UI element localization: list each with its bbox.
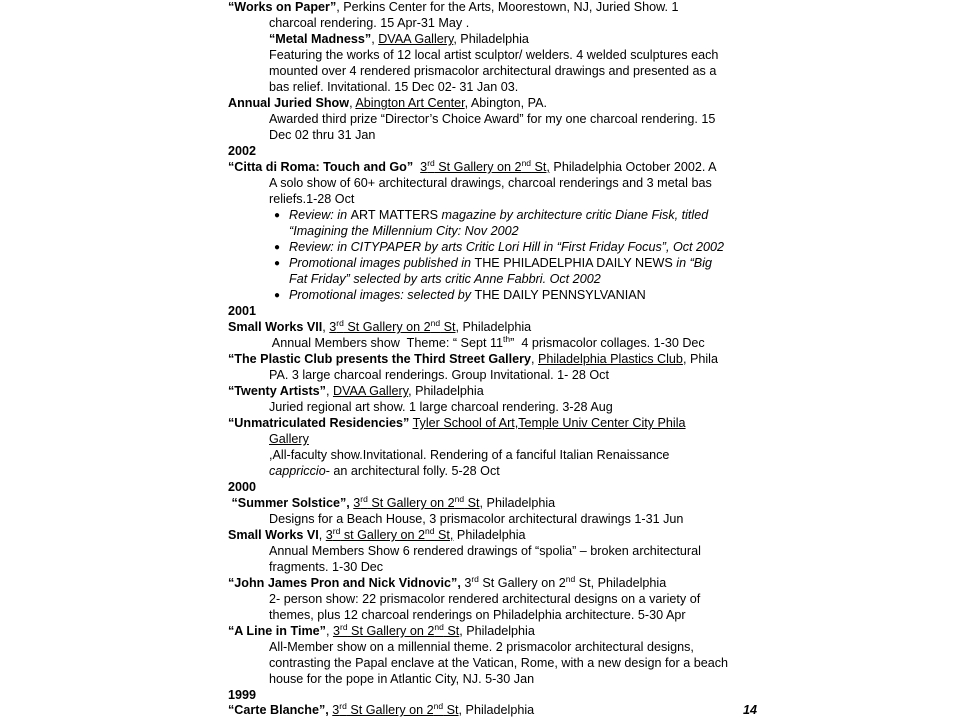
venue-link[interactable]: Gallery	[269, 432, 309, 446]
venue-text: 3	[332, 703, 340, 717]
promo-bullet	[289, 288, 646, 304]
entry-summer-solstice	[228, 496, 555, 512]
bullet-text	[289, 272, 601, 288]
venue-text: 3	[420, 160, 428, 174]
exhibition-location: Philadelphia	[483, 496, 556, 510]
exhibition-description: Annual Members Show 6 rendered drawings of “spolia” – broken architectural	[269, 544, 701, 558]
separator: ,	[371, 32, 379, 46]
exhibition-description	[269, 464, 500, 480]
bullet-text: Fat Friday” selected by arts critic Anne Fabbri. Oct 2002	[289, 272, 601, 286]
exhibition-title: “Citta di Roma: Touch and Go”	[228, 160, 414, 174]
venue-text: St Gallery on 2	[343, 320, 431, 334]
exhibition-description: house for the pope in Atlantic City, NJ. 5-30 Jan	[269, 672, 535, 686]
venue-text: 3	[325, 528, 333, 542]
venue-link[interactable]	[333, 624, 459, 638]
ordinal-suffix: th	[503, 334, 511, 344]
description-text: - an architectural folly. 5-28 Oct	[325, 464, 500, 478]
venue-link[interactable]	[353, 496, 483, 510]
exhibition-location: , Philadelphia	[408, 384, 484, 398]
exhibition-title: “Metal Madness”	[269, 32, 372, 46]
exhibition-description: mounted over 4 rendered prismacolor architectural drawings and presented as a	[269, 64, 717, 78]
entry-annual-juried-show	[228, 96, 547, 112]
entry-works-on-paper	[228, 0, 679, 16]
venue-link[interactable]: Abington Art Center	[355, 96, 465, 110]
exhibition-description: fragments. 1-30 Dec	[269, 560, 384, 574]
exhibition-title: “Works on Paper”	[228, 0, 337, 14]
exhibition-description: All-Member show on a millennial theme. 2 prismacolor architectural designs,	[269, 640, 694, 654]
bullet-text: Promotional images published in	[289, 256, 475, 270]
venue-text: St Gallery on 2	[478, 576, 566, 590]
venue-link[interactable]: Philadelphia Plastics Club	[538, 352, 683, 366]
venue-text: 3	[460, 576, 472, 590]
exhibition-location: , Philadelphia	[459, 624, 535, 638]
entry-pron-vidnovic	[228, 576, 666, 592]
bullet-icon: ●	[274, 210, 281, 221]
bullet-icon: ●	[274, 258, 281, 269]
ordinal-suffix: nd	[430, 318, 441, 328]
entry-unmatriculated-residencies	[228, 416, 686, 432]
exhibition-description: ,All-faculty show.Invitational. Rendering of a fanciful Italian Renaissance	[269, 448, 670, 462]
separator: ,	[318, 528, 326, 542]
bullet-text: Review: in CITYPAPER by arts Critic Lori Hill in “First Friday Focus”, Oct 2002	[289, 240, 725, 254]
promo-bullet	[289, 256, 712, 272]
exhibition-details: charcoal rendering. 15 Apr-31 May .	[269, 16, 470, 30]
exhibition-title: “John James Pron and Nick Vidnovic”,	[228, 576, 461, 590]
ordinal-suffix: nd	[433, 701, 444, 711]
year-label: 1999	[228, 688, 257, 702]
publication-name: THE PHILADELPHIA DAILY NEWS	[474, 256, 673, 270]
venue-link[interactable]	[329, 320, 455, 334]
ordinal-suffix: rd	[427, 158, 435, 168]
separator: ,	[325, 384, 333, 398]
ordinal-suffix: nd	[454, 494, 465, 504]
exhibition-description: Featuring the works of 12 local artist sculptor/ welders. 4 welded sculptures each	[269, 48, 719, 62]
venue-link[interactable]: DVAA Gallery	[332, 384, 409, 398]
year-label: 2002	[228, 144, 257, 158]
exhibition-description: 2- person show: 22 prismacolor rendered architectural designs on a variety of	[269, 592, 701, 606]
exhibition-location: St, Philadelphia	[575, 576, 667, 590]
entry-small-works-vi	[228, 528, 526, 544]
bullet-icon: ●	[274, 290, 281, 301]
exhibition-description: Designs for a Beach House, 3 prismacolor architectural drawings 1-31 Jun	[269, 512, 684, 526]
year-label: 2000	[228, 480, 257, 494]
year-heading-2000	[228, 480, 256, 496]
ordinal-suffix: nd	[565, 574, 576, 584]
separator: ,	[349, 96, 356, 110]
publication-name: THE DAILY PENNSYLVANIAN	[474, 288, 646, 302]
entry-plastic-club	[228, 352, 718, 368]
entry-citta-di-roma	[228, 160, 717, 176]
venue-text: St Gallery on 2	[346, 703, 434, 717]
review-bullet	[289, 240, 724, 256]
exhibition-location: Philadelphia	[453, 528, 526, 542]
ordinal-suffix: rd	[336, 318, 344, 328]
venue-text: St Gallery on 2	[367, 496, 455, 510]
venue-link[interactable]: DVAA Gallery	[378, 32, 454, 46]
venue-text: 3	[332, 624, 340, 638]
separator: ,	[325, 624, 333, 638]
description-text: ” 4 prismacolor collages. 1-30 Dec	[510, 336, 705, 350]
bullet-text: in “Big	[672, 256, 713, 270]
exhibition-location: , Philadelphia	[455, 320, 532, 334]
exhibition-details: , Perkins Center for the Arts, Moorestown, NJ, Juried Show. 1	[336, 0, 679, 14]
exhibition-title: “Twenty Artists”	[228, 384, 326, 398]
exhibition-description: contrasting the Papal enclave at the Vatican, Rome, with a new design for a beach	[269, 656, 729, 670]
venue-text: St	[443, 624, 460, 638]
venue-link[interactable]	[420, 160, 550, 174]
venue-link[interactable]	[332, 703, 458, 717]
venue-text: St	[443, 703, 459, 717]
exhibition-description: Awarded third prize “Director’s Choice Award” for my one charcoal rendering. 15	[269, 112, 716, 126]
venue-text: St,	[464, 496, 484, 510]
ordinal-suffix: rd	[360, 494, 368, 504]
ordinal-suffix: nd	[425, 526, 435, 536]
separator: ,	[531, 352, 539, 366]
venue-text: st Gallery on 2	[340, 528, 426, 542]
entry-twenty-artists	[228, 384, 484, 400]
exhibition-description: themes, plus 12 charcoal renderings on Philadelphia architecture. 5-30 Apr	[269, 608, 686, 622]
year-label: 2001	[228, 304, 257, 318]
exhibition-description: bas relief. Invitational. 15 Dec 02- 31 Jan 03.	[269, 80, 519, 94]
year-heading-2002	[228, 144, 256, 160]
ordinal-suffix: rd	[339, 701, 347, 711]
exhibition-title: “Summer Solstice”,	[228, 496, 350, 510]
venue-text: St Gallery on 2	[434, 160, 522, 174]
bullet-text: Review: in	[289, 208, 351, 222]
venue-text: St Gallery on 2	[347, 624, 435, 638]
venue-text: St	[440, 320, 456, 334]
venue-text: St,	[434, 528, 454, 542]
year-heading-1999	[228, 688, 256, 704]
exhibition-title: “Carte Blanche”,	[228, 703, 329, 717]
exhibition-description: Dec 02 thru 31 Jan	[269, 128, 376, 142]
year-heading-2001	[228, 304, 256, 320]
exhibition-location: , Phila	[682, 352, 718, 366]
exhibition-location: , Philadelphia	[458, 703, 535, 717]
venue-continuation	[269, 432, 309, 448]
ordinal-suffix: nd	[434, 622, 444, 632]
exhibition-description: Juried regional art show. 1 large charcoal rendering. 3-28 Aug	[269, 400, 613, 414]
exhibition-title: “The Plastic Club presents the Third Street Gallery	[228, 352, 532, 366]
review-bullet	[289, 208, 708, 224]
ordinal-suffix: nd	[521, 158, 532, 168]
exhibition-location: , Abington, PA.	[464, 96, 547, 110]
exhibition-location: Philadelphia October 2002. A	[549, 160, 717, 174]
entry-a-line-in-time	[228, 624, 535, 640]
separator: ,	[322, 320, 330, 334]
entry-small-works-vii	[228, 320, 531, 336]
publication-name: ART MATTERS	[350, 208, 439, 222]
venue-link[interactable]: Tyler School of Art,Temple Univ Center City Phila	[412, 416, 686, 430]
exhibition-title: Small Works VII	[228, 320, 323, 334]
ordinal-suffix: rd	[339, 622, 348, 632]
bullet-text: magazine by architecture critic Diane Fisk, titled	[438, 208, 709, 222]
venue-link[interactable]	[326, 528, 454, 542]
bullet-text	[289, 224, 519, 240]
exhibition-description: reliefs.1-28 Oct	[269, 192, 355, 206]
exhibition-title: “A Line in Time”	[228, 624, 326, 638]
bullet-text: “Imagining the Millennium City: Nov 2002	[289, 224, 519, 238]
italic-term: cappriccio	[269, 464, 326, 478]
bullet-icon: ●	[274, 242, 281, 253]
entry-carte-blanche	[228, 703, 534, 719]
exhibition-title: “Unmatriculated Residencies”	[228, 416, 410, 430]
entry-metal-madness	[269, 32, 529, 48]
exhibition-description: PA. 3 large charcoal renderings. Group Invitational. 1- 28 Oct	[269, 368, 609, 382]
ordinal-suffix: rd	[332, 526, 341, 536]
exhibition-description	[269, 336, 705, 352]
exhibition-title: Annual Juried Show	[228, 96, 350, 110]
venue-text: St,	[531, 160, 550, 174]
ordinal-suffix: rd	[471, 574, 479, 584]
venue-text: 3	[353, 496, 361, 510]
venue-text: 3	[329, 320, 337, 334]
bullet-text: Promotional images: selected by	[289, 288, 475, 302]
exhibition-description: A solo show of 60+ architectural drawings, charcoal renderings and 3 metal bas	[269, 176, 712, 190]
exhibition-title: Small Works VI	[228, 528, 319, 542]
exhibition-location: , Philadelphia	[453, 32, 529, 46]
page-number: 14	[743, 703, 758, 717]
description-text: Annual Members show Theme: “ Sept 11	[269, 336, 504, 350]
